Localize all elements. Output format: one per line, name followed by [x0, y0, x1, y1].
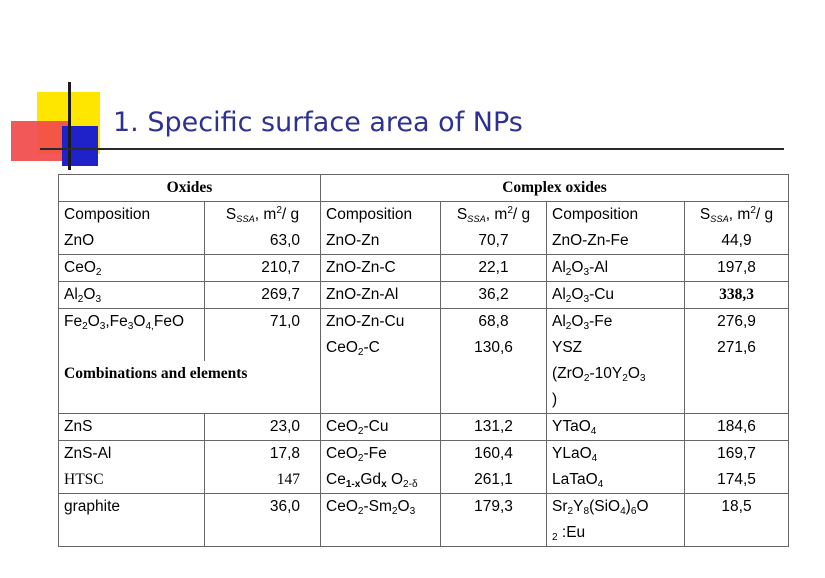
- cell-composition: ZnO: [64, 232, 95, 249]
- cell-value: 174,5: [717, 471, 756, 488]
- cell-value: 184,6: [685, 414, 789, 441]
- cell-composition: $Sr_2Y_8(SiO_4)_6O$ $_2$ :Eu: [547, 494, 685, 547]
- cell-value: 197,8: [685, 255, 789, 282]
- decor-red-square: [11, 121, 68, 161]
- cell-composition: ($ZrO_2-10Y_2O_3$: [552, 365, 646, 384]
- cell-value: 36,2: [441, 282, 547, 309]
- cell-composition: ): [552, 391, 558, 408]
- cell-value: 269,7: [205, 282, 321, 309]
- cell-composition: ZnO-Zn-Al: [321, 282, 441, 309]
- cell-value: 17,8: [269, 445, 300, 462]
- cell-composition: YLaO$_4$: [552, 445, 598, 464]
- cell-composition: graphite: [59, 494, 205, 547]
- cell-composition: CeO$_2$: [59, 255, 205, 282]
- cell-composition: $CeO_2-Sm_2O_3$: [321, 494, 441, 547]
- decor-vertical-line: [68, 82, 71, 170]
- cell-value: 271,6: [717, 339, 756, 356]
- table-row: [59, 494, 789, 547]
- cell-composition: CeO$_2$-Fe: [326, 445, 387, 464]
- cell-value: 23,0: [205, 414, 321, 441]
- cell-composition: ZnO-Zn: [326, 232, 380, 249]
- cell-value: 131,2: [441, 414, 547, 441]
- cell-composition: CeO$_2$-Cu: [321, 414, 441, 441]
- cell-composition: YTaO$_4$: [547, 414, 685, 441]
- cell-composition: CeO$_2$-C: [326, 339, 380, 358]
- header-complex-oxides: Complex oxides: [321, 175, 789, 202]
- table-row: [59, 202, 789, 255]
- col-header-composition: Composition: [64, 206, 151, 223]
- col-header-composition: Composition: [326, 206, 413, 223]
- cell-value: 276,9: [717, 313, 756, 330]
- cell-composition: $Al_2O_3-Cu$: [547, 282, 685, 309]
- cell-value: 160,4: [474, 445, 513, 462]
- header-oxides: Oxides: [59, 175, 321, 202]
- decor-horizontal-line: [40, 148, 784, 150]
- cell-value: 210,7: [205, 255, 321, 282]
- cell-composition: ZnS: [59, 414, 205, 441]
- cell-composition: ZnO-Zn-C: [321, 255, 441, 282]
- cell-value: 68,8: [478, 313, 509, 330]
- cell-value: 147: [276, 471, 300, 488]
- cell-composition: $Al_2O_3$: [59, 282, 205, 309]
- cell-value: 36,0: [205, 494, 321, 547]
- col-header-ssa: SSSA, $m^2/$ g: [225, 204, 300, 224]
- cell-composition: $Al_2O_3-Fe$: [552, 313, 613, 332]
- table-row: [59, 309, 789, 362]
- cell-composition: $Ce_{1-x}Gd_x$ $O_{2-\delta}$: [326, 471, 418, 490]
- cell-value: 70,7: [478, 232, 509, 249]
- cell-value: 63,0: [269, 232, 300, 249]
- cell-value: 22,1: [441, 255, 547, 282]
- cell-composition: YSZ: [552, 339, 583, 356]
- cell-composition: ZnO-Zn-Cu: [326, 313, 405, 330]
- cell-composition: ZnO-Zn-Fe: [552, 232, 629, 249]
- table-row: [59, 441, 789, 494]
- cell-value: 44,9: [721, 232, 752, 249]
- cell-composition: $Fe_2O_3,Fe_3O_{4,}FeO$: [59, 309, 205, 362]
- cell-value: 130,6: [474, 339, 513, 356]
- section-combinations-and-elements: Combinations and elements: [59, 361, 321, 414]
- cell-value-highlight: 338,3: [685, 282, 789, 309]
- cell-value: 71,0: [205, 309, 321, 362]
- table-row: [59, 255, 789, 282]
- table-header-row: [59, 175, 789, 202]
- cell-value: 18,5: [685, 494, 789, 547]
- slide-title: 1. Specific surface area of NPs: [113, 107, 523, 138]
- table-row: [59, 414, 789, 441]
- cell-composition: HTSC: [64, 471, 104, 488]
- table-row: [59, 282, 789, 309]
- col-header-composition: Composition: [552, 206, 639, 223]
- col-header-ssa: SSSA, $m^2/$ g: [699, 204, 774, 224]
- cell-composition: ZnS-Al: [64, 445, 112, 462]
- cell-value: 169,7: [717, 445, 756, 462]
- cell-composition: $Al_2O_3-Al$: [547, 255, 685, 282]
- cell-value: 261,1: [474, 471, 513, 488]
- col-header-ssa: SSSA, $m^2/$ g: [456, 204, 531, 224]
- cell-value: 179,3: [441, 494, 547, 547]
- ssa-table: [58, 174, 789, 547]
- cell-composition: LaTaO$_4$: [552, 471, 604, 490]
